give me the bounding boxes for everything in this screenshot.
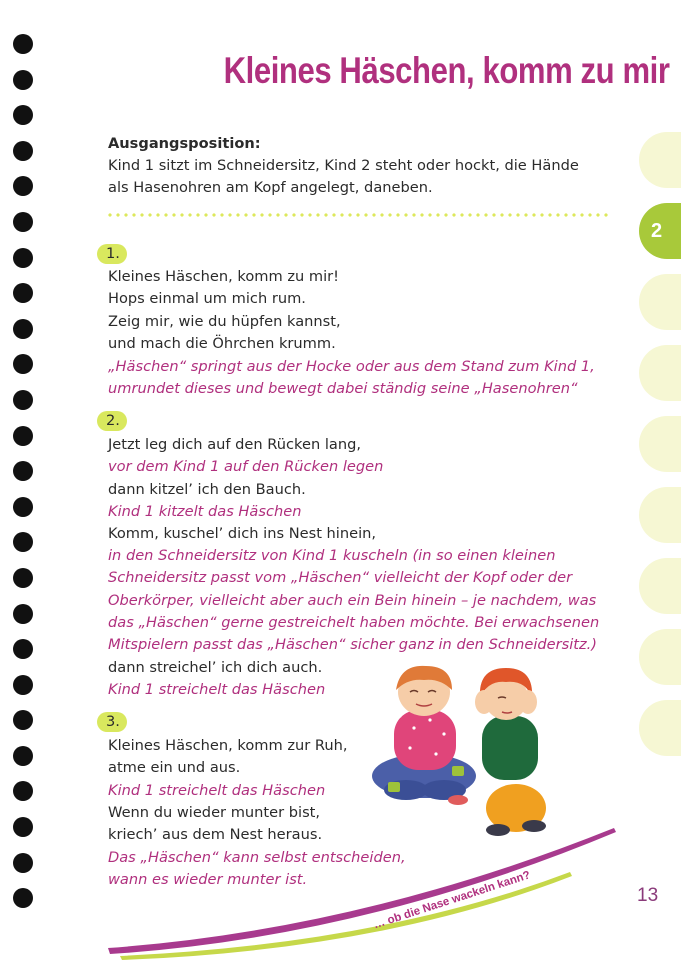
verse-line: Zeig mir, wie du hüpfen kannst, — [108, 313, 341, 330]
chapter-tab — [639, 274, 681, 330]
instruction-line: Kind 1 streichelt das Häschen — [108, 681, 326, 698]
binding-hole — [13, 354, 33, 374]
verse-line: atme ein und aus. — [108, 759, 241, 776]
chapter-tab — [639, 487, 681, 543]
binding-hole — [13, 568, 33, 588]
instruction-line: vor dem Kind 1 auf den Rücken legen — [108, 458, 384, 475]
verse-number: 1. — [97, 244, 127, 264]
instruction-line: umrundet dieses und bewegt dabei ständig seine „Hasenohren“ — [108, 380, 578, 397]
binding-hole — [13, 532, 33, 552]
instruction-line: in den Schneidersitz von Kind 1 kuscheln (in so einen kleinen — [108, 547, 556, 564]
binding-hole — [13, 853, 33, 873]
verse-line: dann kitzel’ ich den Bauch. — [108, 481, 306, 498]
verse-line: Kleines Häschen, komm zur Ruh, — [108, 737, 348, 754]
verse-line: kriech’ aus dem Nest heraus. — [108, 826, 323, 843]
chapter-tab — [639, 558, 681, 614]
binding-hole — [13, 248, 33, 268]
instruction-line: Oberkörper, vielleicht aber auch ein Bein hinein – je nachdem, was — [108, 592, 597, 609]
start-line: als Hasenohren am Kopf angelegt, daneben. — [108, 179, 433, 196]
binding-hole — [13, 426, 33, 446]
binding-hole — [13, 141, 33, 161]
dotted-divider — [106, 213, 610, 217]
binding-hole — [13, 817, 33, 837]
chapter-tab — [639, 132, 681, 188]
binding-hole — [13, 888, 33, 908]
binding-hole — [13, 497, 33, 517]
binding-hole — [13, 604, 33, 624]
binding-hole — [13, 461, 33, 481]
chapter-tab — [639, 629, 681, 685]
decorative-swoosh — [100, 810, 620, 960]
verse-line: und mach die Öhrchen krumm. — [108, 335, 336, 352]
instruction-line: Mitspielern passt das „Häschen“ sicher ganz in den Schneidersitz.) — [108, 636, 598, 653]
verse-line: Wenn du wieder munter bist, — [108, 804, 321, 821]
page-title: Kleines Häschen, komm zu mir — [223, 50, 670, 91]
verse-line: Kleines Häschen, komm zu mir! — [108, 268, 340, 285]
chapter-tab — [639, 345, 681, 401]
chapter-tab-active: 2 — [639, 203, 681, 259]
footer-teaser: … ob die Nase wackeln kann? — [372, 869, 532, 932]
verse-line: Hops einmal um mich rum. — [108, 290, 306, 307]
binding-hole — [13, 212, 33, 232]
instruction-line: Kind 1 streichelt das Häschen — [108, 782, 326, 799]
verse-line: Komm, kuschel’ dich ins Nest hinein, — [108, 525, 377, 542]
binding-hole — [13, 639, 33, 659]
start-line: Kind 1 sitzt im Schneidersitz, Kind 2 steht oder hockt, die Hände — [108, 157, 579, 174]
spiral-binding — [13, 34, 35, 924]
instruction-line: Kind 1 kitzelt das Häschen — [108, 503, 302, 520]
binding-hole — [13, 710, 33, 730]
binding-hole — [13, 34, 33, 54]
page-number: 13 — [637, 885, 659, 906]
instruction-line: das „Häschen“ gerne gestreichelt haben möchte. Bei erwachsenen — [108, 614, 600, 631]
verse-line: dann streichel’ ich dich auch. — [108, 659, 323, 676]
binding-hole — [13, 781, 33, 801]
verse-number: 3. — [97, 712, 127, 732]
binding-hole — [13, 70, 33, 90]
binding-hole — [13, 675, 33, 695]
verse-number: 2. — [97, 411, 127, 431]
binding-hole — [13, 746, 33, 766]
binding-hole — [13, 283, 33, 303]
binding-hole — [13, 176, 33, 196]
chapter-tab — [639, 416, 681, 472]
start-heading: Ausgangsposition: — [108, 135, 261, 152]
verse-line: Jetzt leg dich auf den Rücken lang, — [108, 436, 361, 453]
binding-hole — [13, 319, 33, 339]
instruction-line: Das „Häschen“ kann selbst entscheiden, — [108, 849, 406, 866]
instruction-line: Schneidersitz passt vom „Häschen“ vielleicht der Kopf oder der — [108, 569, 573, 586]
instruction-line: wann es wieder munter ist. — [108, 871, 308, 888]
binding-hole — [13, 390, 33, 410]
binding-hole — [13, 105, 33, 125]
instruction-line: „Häschen“ springt aus der Hocke oder aus dem Stand zum Kind 1, — [108, 358, 595, 375]
chapter-tab — [639, 700, 681, 756]
